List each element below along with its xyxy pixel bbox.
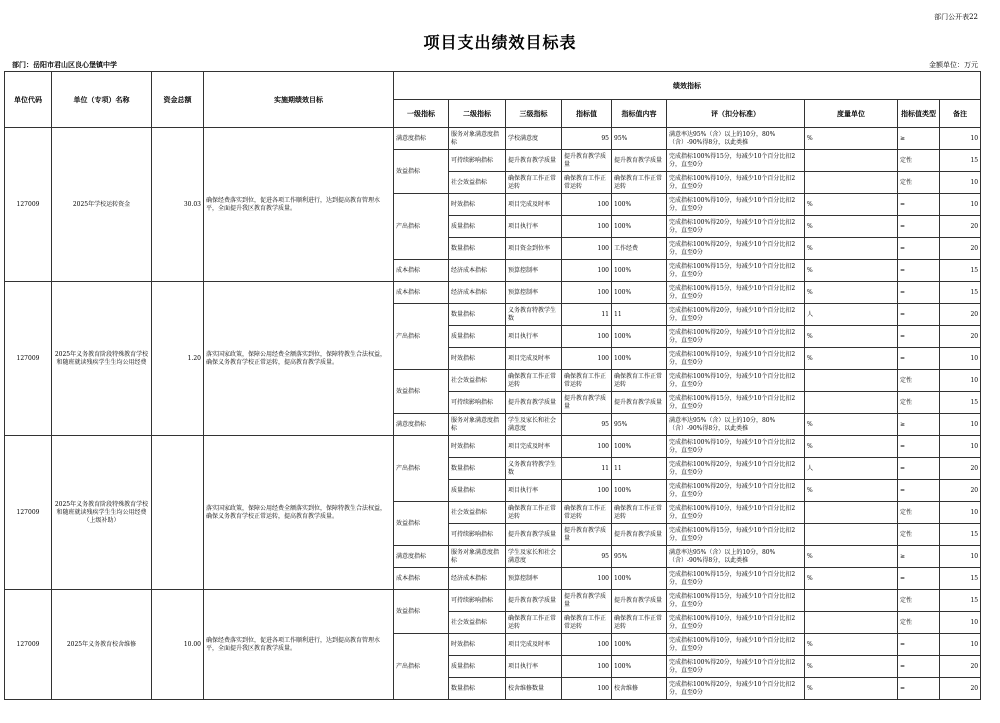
value-type-cell: 定性 <box>898 150 940 172</box>
measure-unit-cell: % <box>805 348 898 370</box>
value-type-cell: = <box>898 348 940 370</box>
indicator-value-cell: 100 <box>562 216 612 238</box>
l3-indicator-cell: 学生及家长和社会满意度 <box>506 546 562 568</box>
header-score: 评（扣分标准） <box>667 100 805 128</box>
note-cell: 15 <box>940 524 981 546</box>
value-type-cell: 定性 <box>898 590 940 612</box>
table-body <box>5 128 981 700</box>
amount-cell: 1.20 <box>152 282 204 436</box>
l3-indicator-cell: 提升教育教学质量 <box>506 590 562 612</box>
goal-cell: 落实国家政策，保障公用经费全额落实到位，保障特教生合法权益，确保义务教育学校正常运转，提高教育教学质量。 <box>204 282 394 436</box>
indicator-value-cell: 95 <box>562 414 612 436</box>
score-standard-cell: 完成指标100%得10分，每减少10个百分比扣2分，直至0分 <box>667 634 805 656</box>
note-cell: 10 <box>940 172 981 194</box>
value-type-cell: = <box>898 458 940 480</box>
l3-indicator-cell: 学生及家长和社会满意度 <box>506 414 562 436</box>
indicator-value-cell: 确保教育工作正常运转 <box>562 612 612 634</box>
note-cell: 20 <box>940 678 981 700</box>
note-cell: 10 <box>940 128 981 150</box>
indicator-content-cell: 确保教育工作正常运转 <box>612 172 667 194</box>
table-row <box>5 282 981 304</box>
l3-indicator-cell: 项目执行率 <box>506 480 562 502</box>
header-vtype: 指标值类型 <box>898 100 940 128</box>
indicator-content-cell: 提升教育教学质量 <box>612 590 667 612</box>
indicator-value-cell: 95 <box>562 546 612 568</box>
l3-indicator-cell: 项目完成及时率 <box>506 194 562 216</box>
measure-unit-cell: % <box>805 656 898 678</box>
header-value: 指标值 <box>562 100 612 128</box>
score-standard-cell: 完成指标100%得15分，每减少10个百分比扣2分，直至0分 <box>667 568 805 590</box>
value-type-cell: = <box>898 304 940 326</box>
goal-cell: 落实国家政策，保障公用经费全额落实到位，保障特教生合法权益，确保义务教育学校正常运转，提高教育教学质量。 <box>204 436 394 590</box>
score-standard-cell: 完成指标100%得20分，每减少10个百分比扣2分，直至0分 <box>667 458 805 480</box>
indicator-content-cell: 100% <box>612 348 667 370</box>
amount-unit-label: 金额单位：万元 <box>929 61 978 69</box>
header-code: 单位代码 <box>5 72 52 128</box>
l3-indicator-cell: 项目完成及时率 <box>506 634 562 656</box>
header-performance: 绩效指标 <box>394 72 981 100</box>
measure-unit-cell: 人 <box>805 458 898 480</box>
l2-indicator-cell: 经济成本指标 <box>449 282 506 304</box>
score-standard-cell: 完成指标100%得20分，每减少10个百分比扣2分，直至0分 <box>667 656 805 678</box>
l2-indicator-cell: 服务对象满意度指标 <box>449 128 506 150</box>
indicator-value-cell: 提升教育教学质量 <box>562 524 612 546</box>
note-cell: 20 <box>940 326 981 348</box>
l2-indicator-cell: 社会效益指标 <box>449 172 506 194</box>
indicator-content-cell: 95% <box>612 128 667 150</box>
measure-unit-cell <box>805 524 898 546</box>
indicator-value-cell: 确保教育工作正常运转 <box>562 172 612 194</box>
l2-indicator-cell: 经济成本指标 <box>449 568 506 590</box>
l1-indicator-cell: 产出指标 <box>394 194 449 260</box>
measure-unit-cell: 人 <box>805 304 898 326</box>
l2-indicator-cell: 可持续影响指标 <box>449 392 506 414</box>
project-name-cell: 2025年义务教育校舍维修 <box>52 590 152 700</box>
value-type-cell: = <box>898 480 940 502</box>
score-standard-cell: 完成指标100%得20分，每减少10个百分比扣2分，直至0分 <box>667 304 805 326</box>
l2-indicator-cell: 质量指标 <box>449 326 506 348</box>
header-content: 指标值内容 <box>612 100 667 128</box>
indicator-content-cell: 100% <box>612 282 667 304</box>
score-standard-cell: 完成指标100%得20分，每减少10个百分比扣2分，直至0分 <box>667 326 805 348</box>
l1-indicator-cell: 满意度指标 <box>394 128 449 150</box>
value-type-cell: = <box>898 194 940 216</box>
l1-indicator-cell: 成本指标 <box>394 282 449 304</box>
note-cell: 10 <box>940 414 981 436</box>
l3-indicator-cell: 项目完成及时率 <box>506 348 562 370</box>
measure-unit-cell: % <box>805 326 898 348</box>
l3-indicator-cell: 预算控制率 <box>506 282 562 304</box>
unit-code-cell: 127009 <box>5 282 52 436</box>
value-type-cell: ≥ <box>898 546 940 568</box>
header-goal: 实施期绩效目标 <box>204 72 394 128</box>
l2-indicator-cell: 可持续影响指标 <box>449 524 506 546</box>
value-type-cell: = <box>898 282 940 304</box>
l2-indicator-cell: 服务对象满意度指标 <box>449 546 506 568</box>
measure-unit-cell: % <box>805 194 898 216</box>
l2-indicator-cell: 数量指标 <box>449 238 506 260</box>
note-cell: 15 <box>940 150 981 172</box>
indicator-value-cell: 100 <box>562 348 612 370</box>
measure-unit-cell: % <box>805 436 898 458</box>
value-type-cell: 定性 <box>898 502 940 524</box>
project-name-cell: 2025年义务教育阶段特殊教育学校和随班就读残疾学生生均公用经费（上级补助） <box>52 436 152 590</box>
value-type-cell: 定性 <box>898 524 940 546</box>
note-cell: 10 <box>940 436 981 458</box>
indicator-content-cell: 11 <box>612 304 667 326</box>
l1-indicator-cell: 满意度指标 <box>394 414 449 436</box>
note-cell: 10 <box>940 634 981 656</box>
l3-indicator-cell: 校舍维修数量 <box>506 678 562 700</box>
indicator-value-cell: 100 <box>562 282 612 304</box>
indicator-content-cell: 100% <box>612 326 667 348</box>
l1-indicator-cell: 产出指标 <box>394 634 449 700</box>
indicator-content-cell: 100% <box>612 634 667 656</box>
note-cell: 15 <box>940 590 981 612</box>
l2-indicator-cell: 质量指标 <box>449 216 506 238</box>
l3-indicator-cell: 项目执行率 <box>506 656 562 678</box>
value-type-cell: = <box>898 568 940 590</box>
l3-indicator-cell: 提升教育教学质量 <box>506 524 562 546</box>
table-row <box>5 128 981 150</box>
measure-unit-cell <box>805 392 898 414</box>
page-title: 项目支出绩效目标表 <box>423 33 577 52</box>
indicator-value-cell: 提升教育教学质量 <box>562 392 612 414</box>
l2-indicator-cell: 社会效益指标 <box>449 370 506 392</box>
value-type-cell: ≥ <box>898 414 940 436</box>
indicator-value-cell: 提升教育教学质量 <box>562 150 612 172</box>
note-cell: 20 <box>940 304 981 326</box>
score-standard-cell: 完成指标100%得10分，每减少10个百分比扣2分，直至0分 <box>667 502 805 524</box>
measure-unit-cell: % <box>805 282 898 304</box>
note-cell: 20 <box>940 458 981 480</box>
project-name-cell: 2025年义务教育阶段特殊教育学校和随班就读残疾学生生均公用经费 <box>52 282 152 436</box>
measure-unit-cell: % <box>805 414 898 436</box>
measure-unit-cell: % <box>805 634 898 656</box>
l3-indicator-cell: 提升教育教学质量 <box>506 392 562 414</box>
indicator-value-cell: 100 <box>562 634 612 656</box>
l3-indicator-cell: 义务教育特教学生数 <box>506 304 562 326</box>
indicator-value-cell: 确保教育工作正常运转 <box>562 502 612 524</box>
measure-unit-cell: % <box>805 480 898 502</box>
l2-indicator-cell: 数量指标 <box>449 304 506 326</box>
l2-indicator-cell: 时效指标 <box>449 634 506 656</box>
measure-unit-cell <box>805 612 898 634</box>
indicator-content-cell: 11 <box>612 458 667 480</box>
l2-indicator-cell: 经济成本指标 <box>449 260 506 282</box>
measure-unit-cell: % <box>805 216 898 238</box>
table-row <box>5 590 981 612</box>
score-standard-cell: 完成指标100%得15分，每减少10个百分比扣2分，直至0分 <box>667 392 805 414</box>
indicator-content-cell: 确保教育工作正常运转 <box>612 370 667 392</box>
header-note: 备注 <box>940 100 981 128</box>
indicator-content-cell: 提升教育教学质量 <box>612 150 667 172</box>
l2-indicator-cell: 质量指标 <box>449 656 506 678</box>
l1-indicator-cell: 满意度指标 <box>394 546 449 568</box>
goal-cell: 确保经费落实到位，促进各项工作顺利进行，达到提高教育管理水平，全面提升我区教育教学质量。 <box>204 128 394 282</box>
indicator-content-cell: 100% <box>612 436 667 458</box>
value-type-cell: 定性 <box>898 392 940 414</box>
unit-code-cell: 127009 <box>5 128 52 282</box>
note-cell: 10 <box>940 370 981 392</box>
l2-indicator-cell: 时效指标 <box>449 348 506 370</box>
project-name-cell: 2025年学校运转资金 <box>52 128 152 282</box>
indicator-value-cell: 100 <box>562 568 612 590</box>
note-cell: 20 <box>940 238 981 260</box>
score-standard-cell: 完成指标100%得20分，每减少10个百分比扣2分，直至0分 <box>667 216 805 238</box>
score-standard-cell: 完成指标100%得15分，每减少10个百分比扣2分，直至0分 <box>667 150 805 172</box>
l2-indicator-cell: 可持续影响指标 <box>449 150 506 172</box>
l2-indicator-cell: 数量指标 <box>449 678 506 700</box>
l3-indicator-cell: 项目执行率 <box>506 326 562 348</box>
l3-indicator-cell: 预算控制率 <box>506 260 562 282</box>
score-standard-cell: 完成指标100%得10分，每减少10个百分比扣2分，直至0分 <box>667 436 805 458</box>
indicator-value-cell: 100 <box>562 326 612 348</box>
score-standard-cell: 完成指标100%得20分，每减少10个百分比扣2分，直至0分 <box>667 678 805 700</box>
l2-indicator-cell: 社会效益指标 <box>449 502 506 524</box>
indicator-value-cell: 100 <box>562 194 612 216</box>
indicator-content-cell: 95% <box>612 414 667 436</box>
value-type-cell: ≥ <box>898 128 940 150</box>
indicator-content-cell: 95% <box>612 546 667 568</box>
value-type-cell: = <box>898 216 940 238</box>
l3-indicator-cell: 学校满意度 <box>506 128 562 150</box>
measure-unit-cell <box>805 150 898 172</box>
indicator-content-cell: 工作经费 <box>612 238 667 260</box>
note-cell: 10 <box>940 612 981 634</box>
l3-indicator-cell: 提升教育教学质量 <box>506 150 562 172</box>
indicator-value-cell: 95 <box>562 128 612 150</box>
note-cell: 15 <box>940 392 981 414</box>
score-standard-cell: 完成指标100%得10分，每减少10个百分比扣2分，直至0分 <box>667 194 805 216</box>
measure-unit-cell <box>805 172 898 194</box>
indicator-value-cell: 11 <box>562 304 612 326</box>
l3-indicator-cell: 确保教育工作正常运转 <box>506 370 562 392</box>
l3-indicator-cell: 确保教育工作正常运转 <box>506 502 562 524</box>
measure-unit-cell: % <box>805 238 898 260</box>
value-type-cell: = <box>898 260 940 282</box>
indicator-content-cell: 提升教育教学质量 <box>612 524 667 546</box>
note-cell: 20 <box>940 656 981 678</box>
l1-indicator-cell: 效益指标 <box>394 590 449 634</box>
score-standard-cell: 完成指标100%得20分，每减少10个百分比扣2分，直至0分 <box>667 480 805 502</box>
value-type-cell: = <box>898 634 940 656</box>
table-row <box>5 436 981 458</box>
l3-indicator-cell: 确保教育工作正常运转 <box>506 612 562 634</box>
l3-indicator-cell: 项目执行率 <box>506 216 562 238</box>
goal-cell: 确保经费落实到位，促进各项工作顺利进行，达到提高教育管理水平，全面提升我区教育教学质量。 <box>204 590 394 700</box>
indicator-value-cell: 确保教育工作正常运转 <box>562 370 612 392</box>
indicator-content-cell: 确保教育工作正常运转 <box>612 502 667 524</box>
indicator-content-cell: 校舍维修 <box>612 678 667 700</box>
indicator-value-cell: 100 <box>562 238 612 260</box>
l2-indicator-cell: 可持续影响指标 <box>449 590 506 612</box>
score-standard-cell: 完成指标100%得15分，每减少10个百分比扣2分，直至0分 <box>667 590 805 612</box>
l2-indicator-cell: 服务对象满意度指标 <box>449 414 506 436</box>
measure-unit-cell <box>805 370 898 392</box>
l1-indicator-cell: 产出指标 <box>394 436 449 502</box>
l2-indicator-cell: 时效指标 <box>449 436 506 458</box>
value-type-cell: = <box>898 656 940 678</box>
score-standard-cell: 完成指标100%得10分，每减少10个百分比扣2分，直至0分 <box>667 172 805 194</box>
indicator-content-cell: 100% <box>612 260 667 282</box>
note-cell: 15 <box>940 282 981 304</box>
l1-indicator-cell: 成本指标 <box>394 260 449 282</box>
measure-unit-cell: % <box>805 260 898 282</box>
l1-indicator-cell: 效益指标 <box>394 502 449 546</box>
measure-unit-cell: % <box>805 678 898 700</box>
indicator-value-cell: 100 <box>562 260 612 282</box>
score-standard-cell: 完成指标100%得15分，每减少10个百分比扣2分，直至0分 <box>667 524 805 546</box>
l1-indicator-cell: 产出指标 <box>394 304 449 370</box>
note-cell: 10 <box>940 194 981 216</box>
unit-code-cell: 127009 <box>5 436 52 590</box>
indicator-content-cell: 100% <box>612 216 667 238</box>
note-cell: 10 <box>940 546 981 568</box>
note-cell: 15 <box>940 568 981 590</box>
l1-indicator-cell: 效益指标 <box>394 370 449 414</box>
note-cell: 10 <box>940 348 981 370</box>
l3-indicator-cell: 项目完成及时率 <box>506 436 562 458</box>
score-standard-cell: 完成指标100%得15分，每减少10个百分比扣2分，直至0分 <box>667 260 805 282</box>
value-type-cell: = <box>898 678 940 700</box>
l3-indicator-cell: 义务教育特教学生数 <box>506 458 562 480</box>
indicator-content-cell: 100% <box>612 480 667 502</box>
header-l3: 三级指标 <box>506 100 562 128</box>
score-standard-cell: 完成指标100%得10分，每减少10个百分比扣2分，直至0分 <box>667 612 805 634</box>
measure-unit-cell <box>805 502 898 524</box>
indicator-content-cell: 100% <box>612 656 667 678</box>
indicator-value-cell: 100 <box>562 678 612 700</box>
indicator-content-cell: 确保教育工作正常运转 <box>612 612 667 634</box>
l2-indicator-cell: 数量指标 <box>449 458 506 480</box>
indicator-value-cell: 100 <box>562 480 612 502</box>
header-l2: 二级指标 <box>449 100 506 128</box>
amount-cell: 10.00 <box>152 590 204 700</box>
note-cell: 20 <box>940 480 981 502</box>
indicator-value-cell: 11 <box>562 458 612 480</box>
score-standard-cell: 完成指标100%得10分，每减少10个百分比扣2分，直至0分 <box>667 348 805 370</box>
measure-unit-cell: % <box>805 128 898 150</box>
indicator-content-cell: 100% <box>612 194 667 216</box>
indicator-content-cell: 100% <box>612 568 667 590</box>
header-measure: 度量单位 <box>805 100 898 128</box>
table-number-label: 部门公开表22 <box>934 13 978 21</box>
l3-indicator-cell: 项目资金到位率 <box>506 238 562 260</box>
department-label: 部门：岳阳市君山区良心堡镇中学 <box>12 60 117 69</box>
measure-unit-cell <box>805 590 898 612</box>
score-standard-cell: 满意率达95%（含）以上的10分，80%（含）-90%得8分，以此类推 <box>667 128 805 150</box>
value-type-cell: = <box>898 326 940 348</box>
indicator-value-cell: 100 <box>562 436 612 458</box>
note-cell: 15 <box>940 260 981 282</box>
indicator-value-cell: 提升教育教学质量 <box>562 590 612 612</box>
l1-indicator-cell: 效益指标 <box>394 150 449 194</box>
header-amount: 资金总额 <box>152 72 204 128</box>
unit-code-cell: 127009 <box>5 590 52 700</box>
note-cell: 10 <box>940 502 981 524</box>
value-type-cell: = <box>898 238 940 260</box>
note-cell: 20 <box>940 216 981 238</box>
l2-indicator-cell: 质量指标 <box>449 480 506 502</box>
l2-indicator-cell: 时效指标 <box>449 194 506 216</box>
indicator-value-cell: 100 <box>562 656 612 678</box>
value-type-cell: = <box>898 436 940 458</box>
indicator-content-cell: 提升教育教学质量 <box>612 392 667 414</box>
value-type-cell: 定性 <box>898 612 940 634</box>
score-standard-cell: 完成指标100%得15分，每减少10个百分比扣2分，直至0分 <box>667 282 805 304</box>
value-type-cell: 定性 <box>898 370 940 392</box>
score-standard-cell: 完成指标100%得20分，每减少10个百分比扣2分，直至0分 <box>667 238 805 260</box>
measure-unit-cell: % <box>805 546 898 568</box>
measure-unit-cell: % <box>805 568 898 590</box>
l1-indicator-cell: 成本指标 <box>394 568 449 590</box>
score-standard-cell: 满意率达95%（含）以上的10分，80%（含）-90%得8分，以此类推 <box>667 546 805 568</box>
performance-table <box>4 71 981 700</box>
score-standard-cell: 完成指标100%得10分，每减少10个百分比扣2分，直至0分 <box>667 370 805 392</box>
l3-indicator-cell: 预算控制率 <box>506 568 562 590</box>
score-standard-cell: 满意率达95%（含）以上的10分，80%（含）-90%得8分，以此类推 <box>667 414 805 436</box>
header-l1: 一级指标 <box>394 100 449 128</box>
amount-cell: 30.03 <box>152 128 204 282</box>
value-type-cell: 定性 <box>898 172 940 194</box>
l3-indicator-cell: 确保教育工作正常运转 <box>506 172 562 194</box>
header-name: 单位（专项）名称 <box>52 72 152 128</box>
l2-indicator-cell: 社会效益指标 <box>449 612 506 634</box>
amount-cell <box>152 436 204 590</box>
